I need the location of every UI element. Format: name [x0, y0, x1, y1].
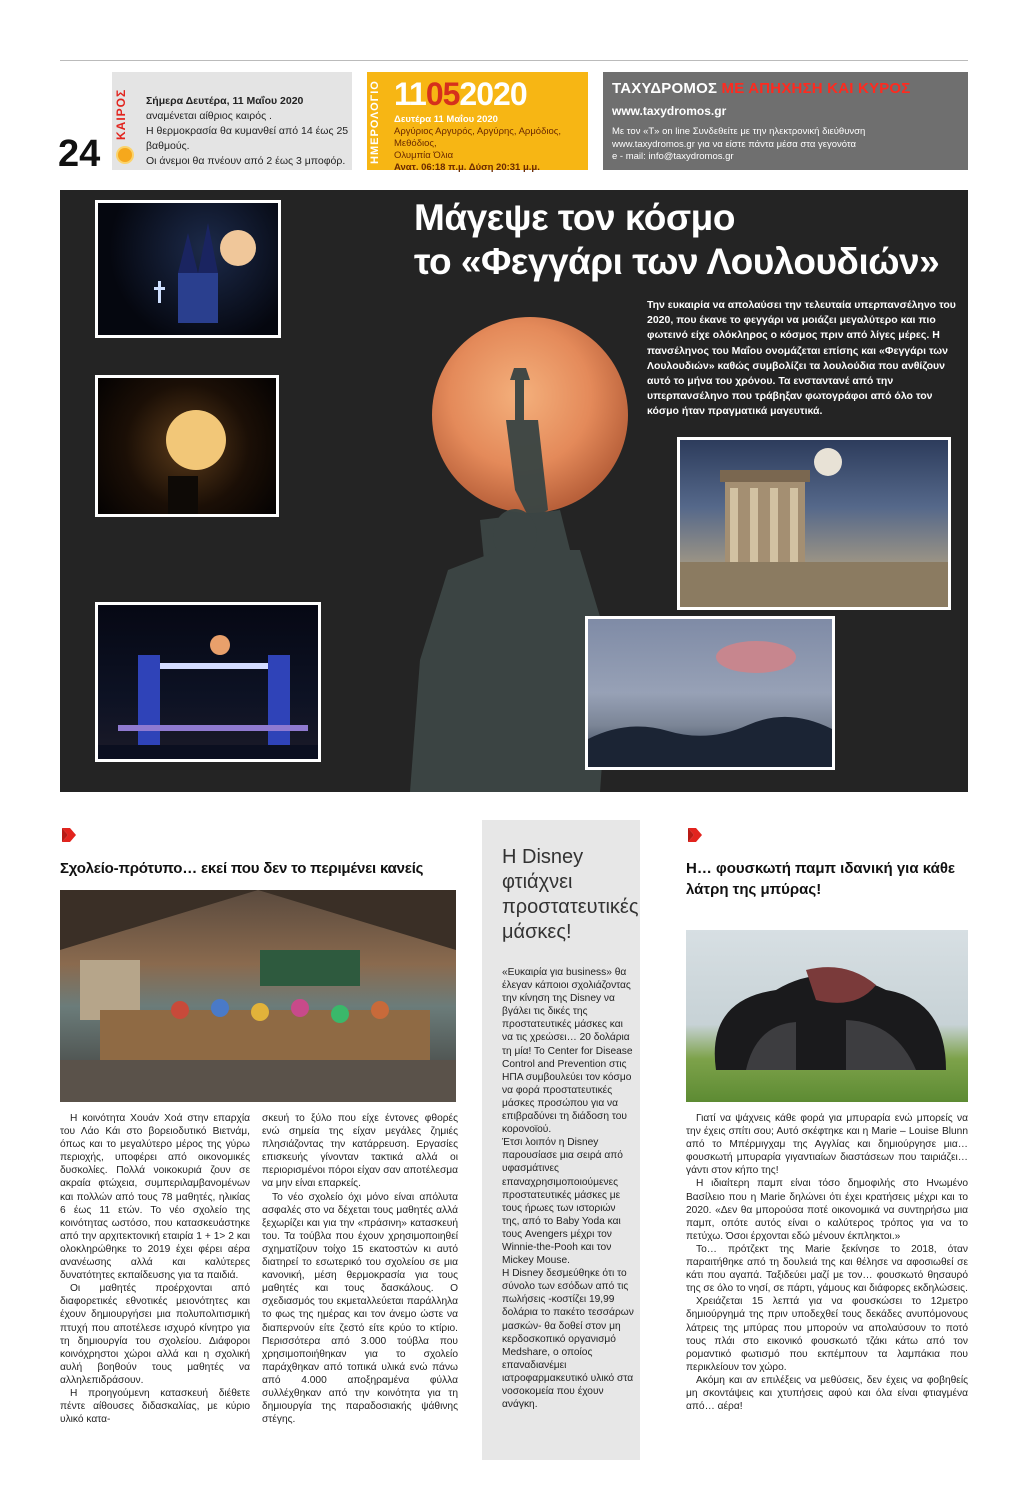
bouncy-pub-headline: Η… φουσκωτή παμπ ιδανική για κάθε λάτρη της μπύρας!	[686, 860, 956, 898]
weather-line2: αναμένεται αίθριος καιρός .	[146, 110, 272, 122]
bouncy-paragraph: Ακόμη και αν επιλέξεις να μεθύσεις, δεν έχεις να φοβηθείς μη σκοντάψεις και χτυπήσεις αφού και όλα είναι φτιαγμένα από… αέρα!	[686, 1374, 968, 1413]
calendar-line2: Αργύριος Αργυρός, Αργύρης, Αρμόδιος, Μεθόδιος,	[394, 126, 561, 149]
weather-line3: Η θερμοκρασία θα κυμανθεί από 14 έως 25 βαθμούς.	[146, 125, 349, 152]
school-headline: Σχολείο-πρότυπο… εκεί που δεν το περιμένει κανείς	[60, 860, 424, 877]
school-paragraph: Η κοινότητα Χουάν Χοά στην επαρχία του Λάο Κάι στο βορειοδυτικό Βιετνάμ, όπως και το μεγαλύτερο μέρος της γύρω περιοχής, υποφέρει από οικονομικές δυσκολίες. Πολλά νοικοκυριά ζουν σε ακραία φτώχεια, συμπεριλαμβανομένων και πολλών από τους 78 μαθητές, ηλικίας 6 έως 11 ετών. Το νέο σχολείο της κοινότητας ωστόσο, που κατασκευάστηκε από την αρχιτεκτονική εταιρία 1 + 1> 2 και ολοκληρώθηκε το 2019 έχει φέρει αέρα ανανέωσης αλλά και καλύτερες δυνατότητες εκπαίδευσης για τα παιδιά.	[60, 1113, 250, 1282]
inflatable-pub-photo	[686, 930, 968, 1102]
disney-text	[502, 966, 634, 1411]
top-rule	[60, 60, 968, 61]
red-arrow-icon	[686, 826, 704, 844]
calendar-day: 11	[394, 76, 426, 112]
masthead-line1: Με τον «Τ» on line Συνδεθείτε με την ηλεκτρονική διεύθυνση	[612, 126, 866, 137]
disney-paragraph: Η Disney δεσμεύθηκε ότι το σύνολο των εσόδων από τις πωλήσεις -κοστίζει 19,99 δολάρια το πακέτο τεσσάρων μασκών- θα δοθεί στον μη κερδοσκοπικό οργανισμό Medshare, ο οποίος επαναδιανέμει ιατροφαρμακευτικό υλικό στα νοσοκομεία που έχουν ανάγκη.	[502, 1268, 634, 1411]
disney-paragraph: «Ευκαιρία για business» θα έλεγαν κάποιοι σχολιάζοντας την κίνηση της Disney να βγάλει τις δικές της προστατευτικές μάσκες και να τις χρεώσει… 20 δολάρια τη μία! Το Center for Disease Control and Prevention στις ΗΠΑ συμβουλεύει τον κόσμο να φορά προστατευτικές μάσκες προσώπου για να επιβραδύνει τη διάδοση του κορονοϊού.	[502, 967, 633, 1136]
bouncy-paragraph: Το… πρότζεκτ της Marie ξεκίνησε το 2018, όταν παραιτήθηκε από τη δουλειά της και θέλησε να αφοσιωθεί σε κάτι που αγαπά. Ταξιδεύει μαζί με τον… φουσκωτό θησαυρό της σε όλο το νησί, σε πάρτι, γάμους και διάφορες εκδηλώσεις.	[686, 1243, 968, 1295]
calendar-text	[394, 114, 586, 174]
masthead-title	[612, 80, 911, 97]
masthead-text	[612, 126, 962, 164]
school-paragraph: Το νέο σχολείο όχι μόνο είναι απόλυτα ασφαλές στο να δέχεται τους μαθητές αλλά ξεχωρίζει και για την «πράσινη» κατασκευή του. Τα τούβλα που έχουν χρησιμοποιηθεί σχηματίζουν τοίχο 15 εκατοστών κι αυτό διατηρεί το εσωτερικό του σχολείου σε μια κανονική, μέση θερμοκρασία για τους μαθητές και τους δασκάλους. Ο σχεδιασμός του εκμεταλλεύεται παράλληλα το φως της ημέρας και τον άνεμο ώστε να διαπερνούν είτε ζεστό είτε κρύο το κτίριο. Περισσότερα από 3.000 τούβλα που χρησιμοποιήθηκαν για το σχολείο παράχθηκαν από τοπικά υλικά ενώ πάνω από 4.000 αποξηραμένα φύλλα συλλέχθηκαν από την κοινότητα για τη δημιουργία της παραδοσιακής ψάθινης στέγης.	[262, 1191, 458, 1426]
calendar-line1: Δευτέρα 11 Μαΐου 2020	[394, 114, 498, 125]
calendar-line4: Ανατ. 06:18 π.μ. Δύση 20:31 μ.μ.	[394, 162, 540, 173]
moon-tower-bridge-photo	[98, 605, 318, 759]
moon-headline-line2: το «Φεγγάρι των Λουλουδιών»	[414, 241, 940, 282]
bouncy-paragraph: Γιατί να ψάχνεις κάθε φορά για μπυραρία ενώ μπορείς να την έχεις σπίτι σου; Αυτό σκέφτηκε και η Marie – Louise Blunn από το Μπέρμιγχαμ της Αγγλίας και δημιούργησε μια… φουσκωτή μπυραρία γιγαντιαίων διαστάσεων που ταιριάζει… γάντι στον κήπο της!	[686, 1113, 968, 1177]
bouncy-paragraph: Η ιδιαίτερη παμπ είναι τόσο δημοφιλής στο Ηνωμένο Βασίλειο που η Marie δηλώνει ότι έχει κρατήσεις μέχρι και το 2020. «Δεν θα μπορούσα ποτέ οικονομικά να συντηρήσω μια παμπ, οπότε αυτός είναι ο καλύτερος τρόπος για να το πετύχω. Όσοι έρχονται εδώ μένουν έκπληκτοι.»	[686, 1178, 968, 1242]
calendar-line3: Ολυμπία Όλια	[394, 150, 454, 161]
school-column-1	[60, 1112, 250, 1426]
masthead-url[interactable]: www.taxydromos.gr	[612, 104, 727, 118]
disney-paragraph: Έτσι λοιπόν η Disney παρουσίασε μια σειρά από υφασμάτινες επαναχρησιμοποιούμενες προστατευτικές μάσκες με τους ήρωες των ιστοριών της, από το Baby Yoda και τους Avengers μέχρι τον Winnie-the-Pooh και τον Mickey Mouse.	[502, 1137, 623, 1267]
weather-text	[146, 94, 354, 169]
weather-line4: Οι άνεμοι θα πνέουν από 2 έως 3 μποφόρ.	[146, 155, 346, 167]
school-paragraph: Οι μαθητές προέρχονται από διαφορετικές εθνοτικές μειονότητες και έχουν δημιουργήσει μια πολυπολιτισμική πτυχή που αποτέλεσε ισχυρό κίνητρο για τη δημιουργία του σχολείου. Διάφοροι κοινόχρηστοι χώροι αλλά και η σχολική αυλή βοηθούν τους μαθητές να αλληλεπιδράσουν.	[60, 1283, 250, 1386]
school-column-2	[262, 1112, 458, 1426]
masthead-line2: www.taxydromos.gr για να είστε πάντα μέσα στα γεγονότα	[612, 138, 856, 150]
moon-lede: Την ευκαιρία να απολαύσει την τελευταία υπερπανσέληνο του 2020, που έκανε το φεγγάρι να μοιάζει μεγαλύτερο και πιο φωτεινό είχε ολόκληρος ο κόσμος πριν από λίγες μέρες. Η πανσέληνος του Μαΐου ονομάζεται επίσης και «Φεγγάρι των Λουλουδιών» καθώς συμβολίζει τα λουλούδια που ανθίζουν αυτό το μήνα του χρόνου. Τα ενσταντανέ από την υπερπανσέληνο που τράβηξαν φωτογράφοι από όλο τον κόσμο ήταν πραγματικά μαγευτικά.	[647, 299, 956, 418]
masthead-line3: e - mail: info@taxydromos.gr	[612, 151, 734, 162]
moon-headline-line1: Μάγεψε τον κόσμο	[414, 197, 735, 238]
page-number: 24	[58, 133, 101, 175]
disney-headline: Η Disney φτιάχνει προστατευτικές μάσκες!	[502, 846, 639, 943]
weather-line1: Σήμερα Δευτέρα, 11 Μαΐου 2020	[146, 95, 304, 107]
bouncy-pub-text	[686, 1112, 968, 1413]
bouncy-paragraph: Χρειάζεται 15 λεπτά για να φουσκώσει το 12μετρο δημιούργημά της πριν υποδεχθεί τους δεκάδες ανυπόμονους λάτρεις της μπύρας που μπορούν να απολαύσουν το ποτό τους πλάι στο εικονικό φουσκωτό τζάκι κάτω από τον ρομαντικό φωτισμό που εκπέμπουν τα λαμπάκια που περικλείουν τον χώρο.	[686, 1296, 968, 1373]
calendar-date	[394, 74, 527, 114]
calendar-month: 05	[425, 76, 460, 112]
moon-headline	[414, 196, 964, 284]
calendar-year: 2020	[459, 76, 527, 112]
moon-church-photo	[98, 203, 278, 335]
sun-icon	[118, 148, 132, 162]
masthead-title-main: ΤΑΧΥΔΡΟΜΟΣ	[612, 80, 718, 97]
moon-acropolis-photo	[680, 440, 948, 607]
moon-clouds-photo	[98, 378, 276, 514]
school-paragraph: Η προηγούμενη κατασκευή διέθετε πέντε αίθουσες διδασκαλίας, με κύριο υλικό κατα-	[60, 1387, 250, 1426]
weather-label: ΚΑΙΡΟΣ	[114, 88, 128, 140]
calendar-label: ΗΜΕΡΟΛΟΓΙΟ	[369, 80, 381, 164]
moon-horizon-photo	[588, 619, 832, 767]
school-paragraph: σκευή το ξύλο που είχε έντονες φθορές ενώ σημεία της είχαν μεγάλες ζημιές πλησιάζοντας την κατάρρευση. Εργασίες επισκευής γίνονταν τακτικά αλλά οι περιορισμένοι πόροι είχαν σαν αποτέλεσμα να μην είναι επαρκείς.	[262, 1113, 458, 1190]
masthead-title-slogan: ΜΕ ΑΠΗΧΗΣΗ ΚΑΙ ΚΥΡΟΣ	[721, 80, 911, 97]
school-classroom-photo	[60, 890, 456, 1102]
red-arrow-icon	[60, 826, 78, 844]
